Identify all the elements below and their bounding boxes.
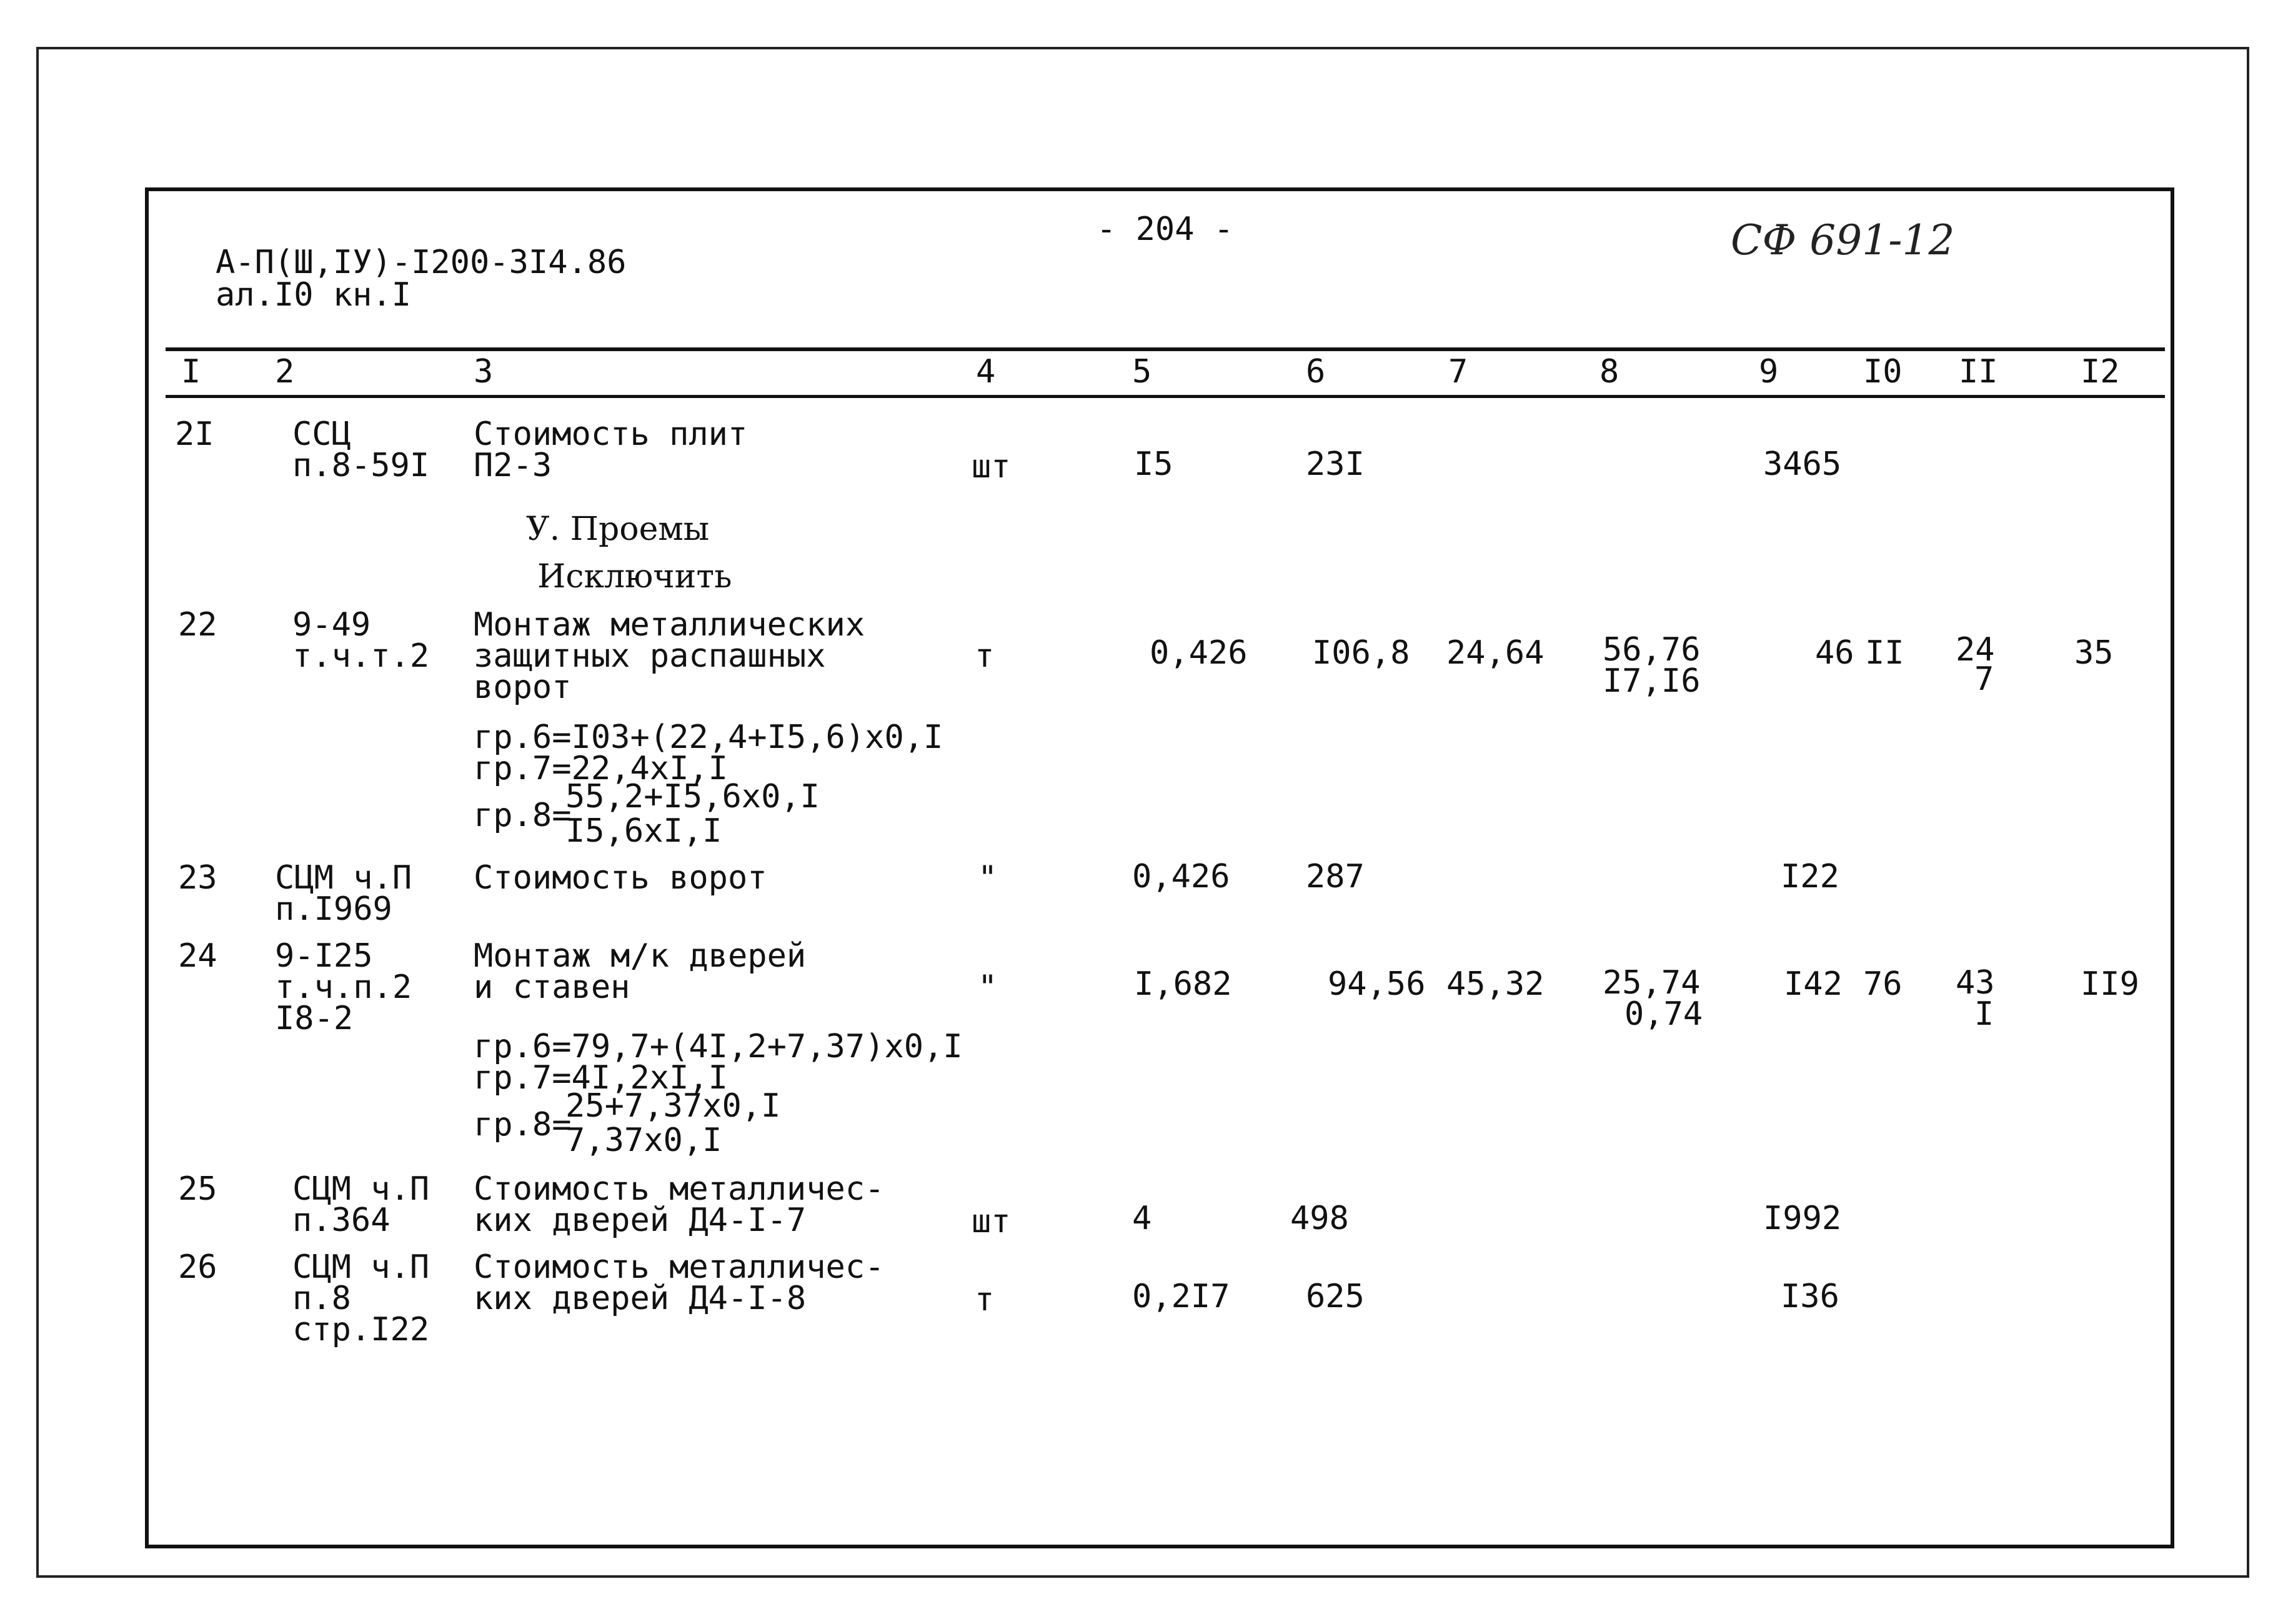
row-basis: т.ч.т.2 xyxy=(292,637,430,675)
row-name: Стоимость ворот xyxy=(474,859,767,897)
row-total: I992 xyxy=(1763,1200,1842,1237)
column-header: I xyxy=(181,353,201,391)
row-col7: 24,64 xyxy=(1446,634,1544,672)
row-unit: т xyxy=(975,637,995,675)
row-name: П2-3 xyxy=(474,447,552,484)
row-col11: I xyxy=(1974,995,1994,1033)
row-total: I36 xyxy=(1781,1278,1839,1315)
header-bottom-rule xyxy=(166,395,2165,398)
column-header: 5 xyxy=(1132,353,1152,391)
row-formula: гр.8= xyxy=(474,1106,572,1143)
row-col11: 24 xyxy=(1956,631,1995,669)
row-formula: 7,37x0,I xyxy=(565,1122,722,1159)
row-col11: 43 xyxy=(1956,964,1995,1002)
row-price: 498 xyxy=(1290,1200,1349,1237)
row-col8: 56,76 xyxy=(1603,631,1701,669)
row-formula: 25+7,37x0,I xyxy=(565,1087,781,1125)
row-basis: СЦМ ч.П xyxy=(292,1248,430,1286)
row-quantity: 0,2I7 xyxy=(1132,1278,1230,1315)
row-formula: гр.7=22,4xI,I xyxy=(474,750,728,787)
row-quantity: 0,426 xyxy=(1132,858,1230,895)
row-col10: 76 xyxy=(1863,965,1903,1003)
row-basis: т.ч.п.2 xyxy=(275,969,412,1006)
row-basis: ССЦ xyxy=(292,416,351,453)
row-col9: I42 xyxy=(1784,965,1843,1003)
row-basis: 9-I25 xyxy=(275,937,373,975)
column-header: 8 xyxy=(1599,353,1619,391)
row-basis: стр.I22 xyxy=(292,1311,430,1348)
column-header: II xyxy=(1959,353,1998,391)
row-basis: СЦМ ч.П xyxy=(275,859,412,897)
row-unit: шт xyxy=(972,448,1011,486)
row-formula: гр.6=I03+(22,4+I5,6)x0,I xyxy=(474,719,943,756)
row-quantity: 4 xyxy=(1132,1200,1152,1237)
section-title: У. Проемы xyxy=(526,511,710,548)
row-number: 26 xyxy=(178,1248,217,1286)
row-col12: II9 xyxy=(2081,965,2139,1003)
row-col8: I7,I6 xyxy=(1603,662,1701,700)
column-header: 7 xyxy=(1448,353,1468,391)
album-book: ал.I0 кн.I xyxy=(216,276,412,314)
row-unit: т xyxy=(975,1281,995,1318)
row-unit: " xyxy=(978,969,998,1006)
row-number: 24 xyxy=(178,937,217,975)
row-col12: 35 xyxy=(2074,634,2114,672)
row-formula: гр.7=4I,2xI,I xyxy=(474,1059,728,1097)
row-name: Стоимость металличес- xyxy=(474,1170,885,1208)
row-name: ворот xyxy=(474,669,572,706)
row-price: 23I xyxy=(1306,446,1365,483)
row-basis: п.364 xyxy=(292,1202,390,1239)
row-total: 3465 xyxy=(1763,446,1842,483)
row-unit: " xyxy=(978,859,998,897)
row-col11: 7 xyxy=(1974,660,1994,698)
row-col9: 46 xyxy=(1815,634,1854,672)
row-col8: 0,74 xyxy=(1624,995,1703,1033)
row-name: Стоимость металличес- xyxy=(474,1248,885,1286)
row-quantity: I5 xyxy=(1134,446,1173,483)
row-col7: 45,32 xyxy=(1446,965,1544,1003)
row-basis: СЦМ ч.П xyxy=(292,1170,430,1208)
row-basis: I8-2 xyxy=(275,1000,354,1037)
row-name: ких дверей Д4-I-7 xyxy=(474,1202,807,1239)
row-formula: I5,6xI,I xyxy=(565,812,722,850)
row-formula: гр.8= xyxy=(474,797,572,834)
row-basis: п.8 xyxy=(292,1280,351,1317)
column-header: 4 xyxy=(976,353,996,391)
section-subtitle: Исключить xyxy=(537,558,732,595)
row-number: 25 xyxy=(178,1170,217,1208)
row-number: 2I xyxy=(175,416,214,453)
row-number: 22 xyxy=(178,606,217,644)
row-name: ких дверей Д4-I-8 xyxy=(474,1280,807,1317)
row-col6: 94,56 xyxy=(1328,965,1426,1003)
row-name: Монтаж металлических xyxy=(474,606,865,644)
column-header: 2 xyxy=(275,353,295,391)
column-header: I0 xyxy=(1863,353,1903,391)
column-header: 3 xyxy=(474,353,494,391)
row-basis: п.8-59I xyxy=(292,447,430,484)
row-basis: п.I969 xyxy=(275,890,392,928)
row-formula: 55,2+I5,6x0,I xyxy=(565,778,820,815)
row-price: 625 xyxy=(1306,1278,1365,1315)
row-total: I22 xyxy=(1781,858,1839,895)
row-col10: II xyxy=(1865,634,1904,672)
handwritten-reference: СФ 691-12 xyxy=(1731,216,1955,264)
row-col8: 25,74 xyxy=(1603,964,1701,1002)
row-basis: 9-49 xyxy=(292,606,371,644)
document-code: А-П(Ш,IУ)-I200-3I4.86 xyxy=(216,244,627,281)
row-name: Стоимость плит xyxy=(474,416,748,453)
row-name: и ставен xyxy=(474,969,630,1006)
header-top-rule xyxy=(166,347,2165,351)
column-header: I2 xyxy=(2081,353,2120,391)
row-quantity: I,682 xyxy=(1134,965,1232,1003)
row-quantity: 0,426 xyxy=(1150,634,1248,672)
row-name: Монтаж м/к дверей xyxy=(474,937,807,975)
column-header: 6 xyxy=(1306,353,1326,391)
row-formula: гр.6=79,7+(4I,2+7,37)x0,I xyxy=(474,1028,963,1065)
row-number: 23 xyxy=(178,859,217,897)
column-header: 9 xyxy=(1759,353,1779,391)
page-number: - 204 - xyxy=(1097,211,1234,248)
row-col6: I06,8 xyxy=(1312,634,1410,672)
row-price: 287 xyxy=(1306,858,1365,895)
row-name: защитных распашных xyxy=(474,637,826,675)
row-unit: шт xyxy=(972,1203,1011,1240)
